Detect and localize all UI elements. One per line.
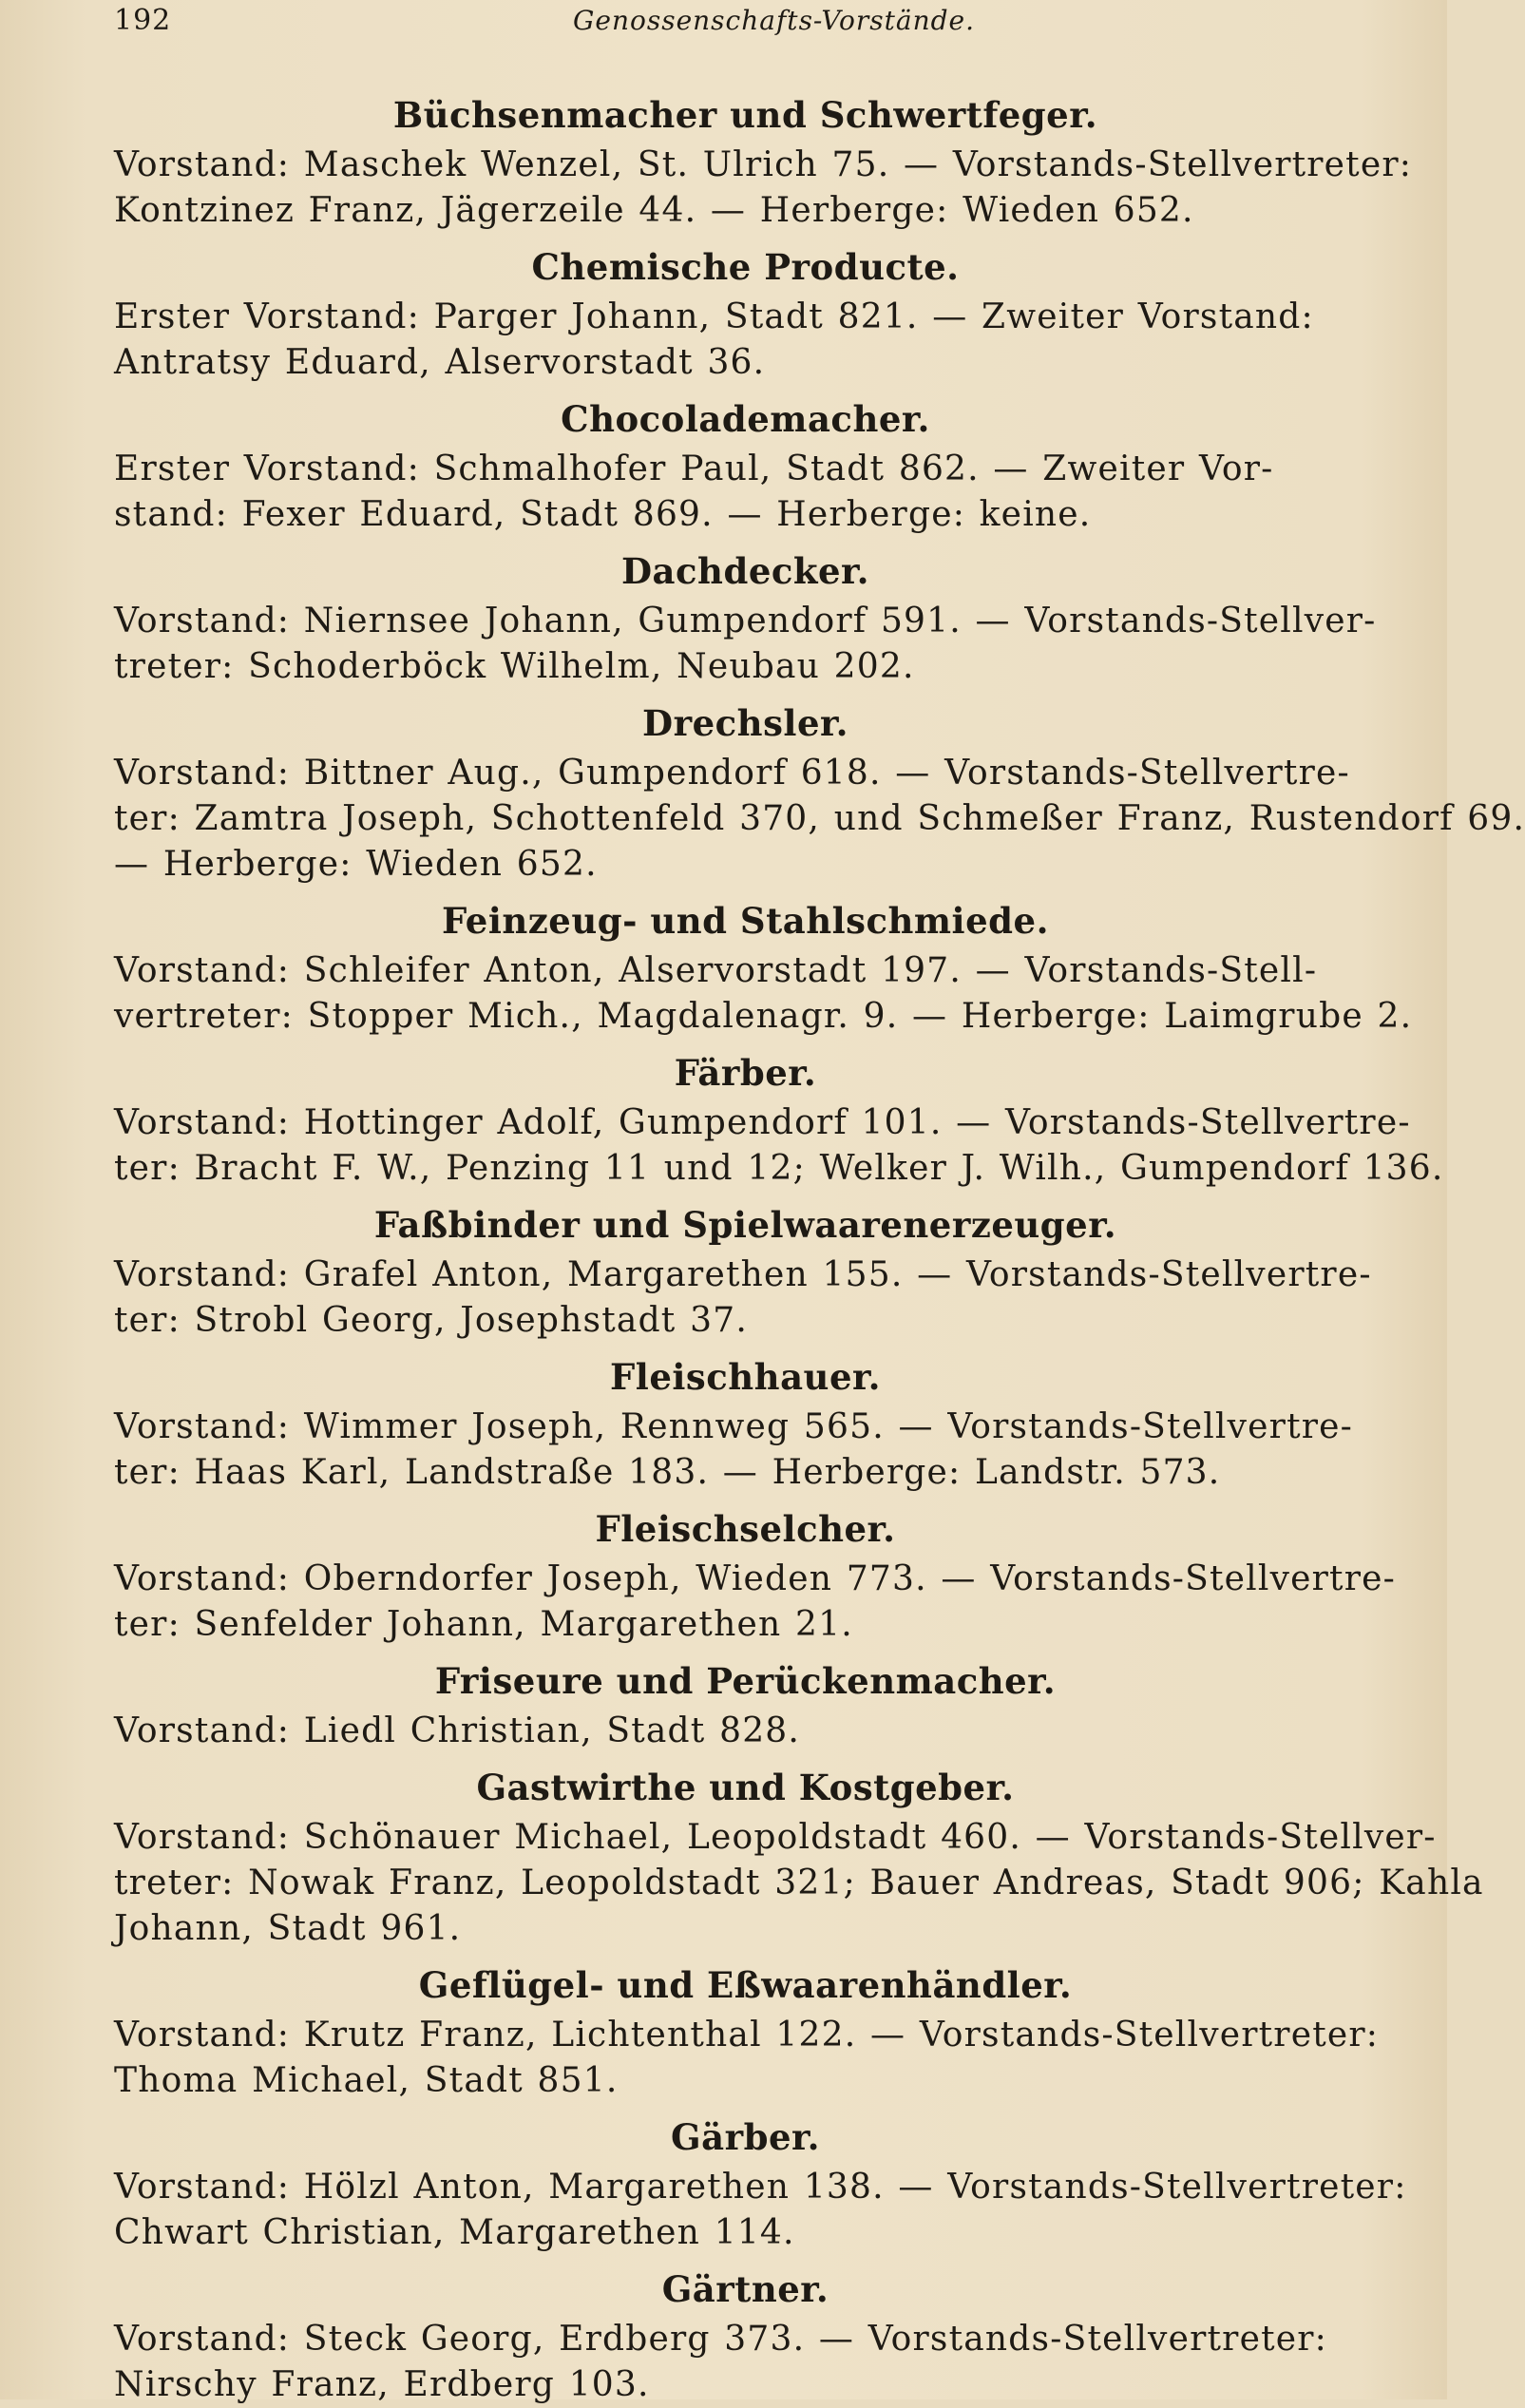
entry-line: — Herberge: Wieden 652.	[114, 845, 598, 884]
entry-line: Vorstand: Hölzl Anton, Margarethen 138. — Vorstands-Stellvertreter:	[114, 2168, 1407, 2207]
guild-title: Faßbinder und Spielwaarenerzeuger.	[373, 1204, 1117, 1246]
entry-line: Erster Vorstand: Parger Johann, Stadt 821. — Zweiter Vorstand:	[114, 297, 1314, 336]
guild-section	[114, 2112, 1407, 2256]
guild-section	[114, 1655, 1377, 1754]
running-head	[114, 4, 1377, 48]
guild-section	[114, 1503, 1396, 1648]
entry-line: ter: Bracht F. W., Penzing 11 und 12; Welker J. Wilh., Gumpendorf 136.	[114, 1149, 1444, 1188]
guild-title: Gastwirthe und Kostgeber.	[476, 1767, 1015, 1808]
guild-entry	[114, 2317, 1377, 2408]
guild-title: Gärber.	[671, 2116, 820, 2158]
entry-line: treter: Schoderböck Wilhelm, Neubau 202.	[114, 647, 915, 686]
entry-line: Thoma Michael, Stadt 851.	[114, 2061, 619, 2100]
entry-line: Johann, Stadt 961.	[114, 1909, 462, 1948]
entry-line: Vorstand: Schleifer Anton, Alservorstadt 197. — Vorstands-Stell-	[114, 951, 1318, 990]
guild-section	[114, 545, 1377, 690]
guild-section	[114, 89, 1413, 234]
guild-title: Friseure und Perückenmacher.	[434, 1660, 1057, 1702]
guild-entry	[114, 447, 1377, 538]
entry-line: ter: Haas Karl, Landstraße 183. — Herberge: Landstr. 573.	[114, 1453, 1221, 1492]
guild-title: Dachdecker.	[620, 550, 870, 592]
guild-entry	[114, 948, 1413, 1040]
guild-entry	[114, 143, 1413, 234]
page-number: 192	[114, 4, 172, 37]
running-head-title: Genossenschafts-Vorstände.	[573, 5, 975, 36]
guild-entry	[114, 1100, 1444, 1192]
guild-section	[114, 1959, 1380, 2104]
guild-entry	[114, 2165, 1407, 2256]
guild-title: Büchsenmacher und Schwertfeger.	[392, 94, 1098, 136]
entry-line: Vorstand: Maschek Wenzel, St. Ulrich 75. — Vorstands-Stellvertreter:	[114, 145, 1413, 184]
guild-entry	[114, 1252, 1377, 1344]
guild-title: Geflügel- und Eßwaarenhändler.	[418, 1964, 1073, 2006]
entry-line: Vorstand: Wimmer Joseph, Rennweg 565. — Vorstands-Stellvertre-	[114, 1407, 1354, 1446]
entry-line: Vorstand: Grafel Anton, Margarethen 155. — Vorstands-Stellvertre-	[114, 1255, 1372, 1294]
entry-line: stand: Fexer Eduard, Stadt 869. — Herberge: keine.	[114, 495, 1092, 534]
guild-entry	[114, 599, 1377, 690]
guild-section	[114, 241, 1377, 386]
guild-list	[114, 89, 1525, 2408]
entry-line: Chwart Christian, Margarethen 114.	[114, 2213, 795, 2252]
entry-line: treter: Nowak Franz, Leopoldstadt 321; Bauer Andreas, Stadt 906; Kahla	[114, 1863, 1484, 1902]
entry-line: Vorstand: Niernsee Johann, Gumpendorf 591. — Vorstands-Stellver-	[114, 602, 1377, 640]
guild-entry	[114, 751, 1525, 888]
entry-line: Kontzinez Franz, Jägerzeile 44. — Herberge: Wieden 652.	[114, 191, 1194, 230]
guild-entry	[114, 1405, 1377, 1496]
guild-title: Chocolademacher.	[561, 398, 930, 440]
entry-line: Vorstand: Hottinger Adolf, Gumpendorf 101. — Vorstands-Stellvertre-	[114, 1103, 1411, 1142]
guild-title: Fleischhauer.	[610, 1356, 881, 1398]
entry-line: Vorstand: Liedl Christian, Stadt 828.	[114, 1711, 801, 1750]
guild-title: Chemische Producte.	[531, 246, 960, 288]
guild-section	[114, 1351, 1377, 1496]
entry-line: Vorstand: Oberndorfer Joseph, Wieden 773. — Vorstands-Stellvertre-	[114, 1559, 1396, 1598]
guild-entry	[114, 295, 1377, 386]
entry-line: ter: Senfelder Johann, Margarethen 21.	[114, 1605, 853, 1644]
entry-line: Vorstand: Krutz Franz, Lichtenthal 122. — Vorstands-Stellvertreter:	[114, 2016, 1380, 2054]
entry-line: Nirschy Franz, Erdberg 103.	[114, 2365, 650, 2404]
entry-line: vertreter: Stopper Mich., Magdalenagr. 9. — Herberge: Laimgrube 2.	[114, 997, 1413, 1036]
guild-section	[114, 1199, 1377, 1344]
guild-section	[114, 895, 1413, 1040]
guild-title: Drechsler.	[642, 702, 848, 744]
guild-section	[114, 1047, 1444, 1192]
entry-line: Vorstand: Steck Georg, Erdberg 373. — Vorstands-Stellvertreter:	[114, 2320, 1327, 2359]
guild-entry	[114, 1815, 1484, 1952]
guild-entry	[114, 2013, 1380, 2104]
entry-line: Antratsy Eduard, Alservorstadt 36.	[114, 343, 766, 382]
entry-line: ter: Zamtra Joseph, Schottenfeld 370, und Schmeßer Franz, Rustendorf 69.	[114, 799, 1525, 838]
entry-line: Vorstand: Schönauer Michael, Leopoldstadt 460. — Vorstands-Stellver-	[114, 1818, 1437, 1857]
guild-section	[114, 393, 1377, 538]
guild-section	[114, 2264, 1377, 2408]
guild-title: Fleischselcher.	[595, 1508, 896, 1550]
guild-section	[114, 1762, 1484, 1952]
entry-line: ter: Strobl Georg, Josephstadt 37.	[114, 1301, 748, 1340]
guild-entry	[114, 1709, 1377, 1754]
entry-line: Vorstand: Bittner Aug., Gumpendorf 618. — Vorstands-Stellvertre-	[114, 754, 1350, 793]
guild-title: Färber.	[674, 1052, 817, 1094]
guild-entry	[114, 1557, 1396, 1648]
guild-title: Feinzeug- und Stahlschmiede.	[442, 900, 1049, 942]
entry-line: Erster Vorstand: Schmalhofer Paul, Stadt 862. — Zweiter Vor-	[114, 449, 1274, 488]
guild-section	[114, 698, 1525, 888]
guild-title: Gärtner.	[661, 2268, 829, 2310]
